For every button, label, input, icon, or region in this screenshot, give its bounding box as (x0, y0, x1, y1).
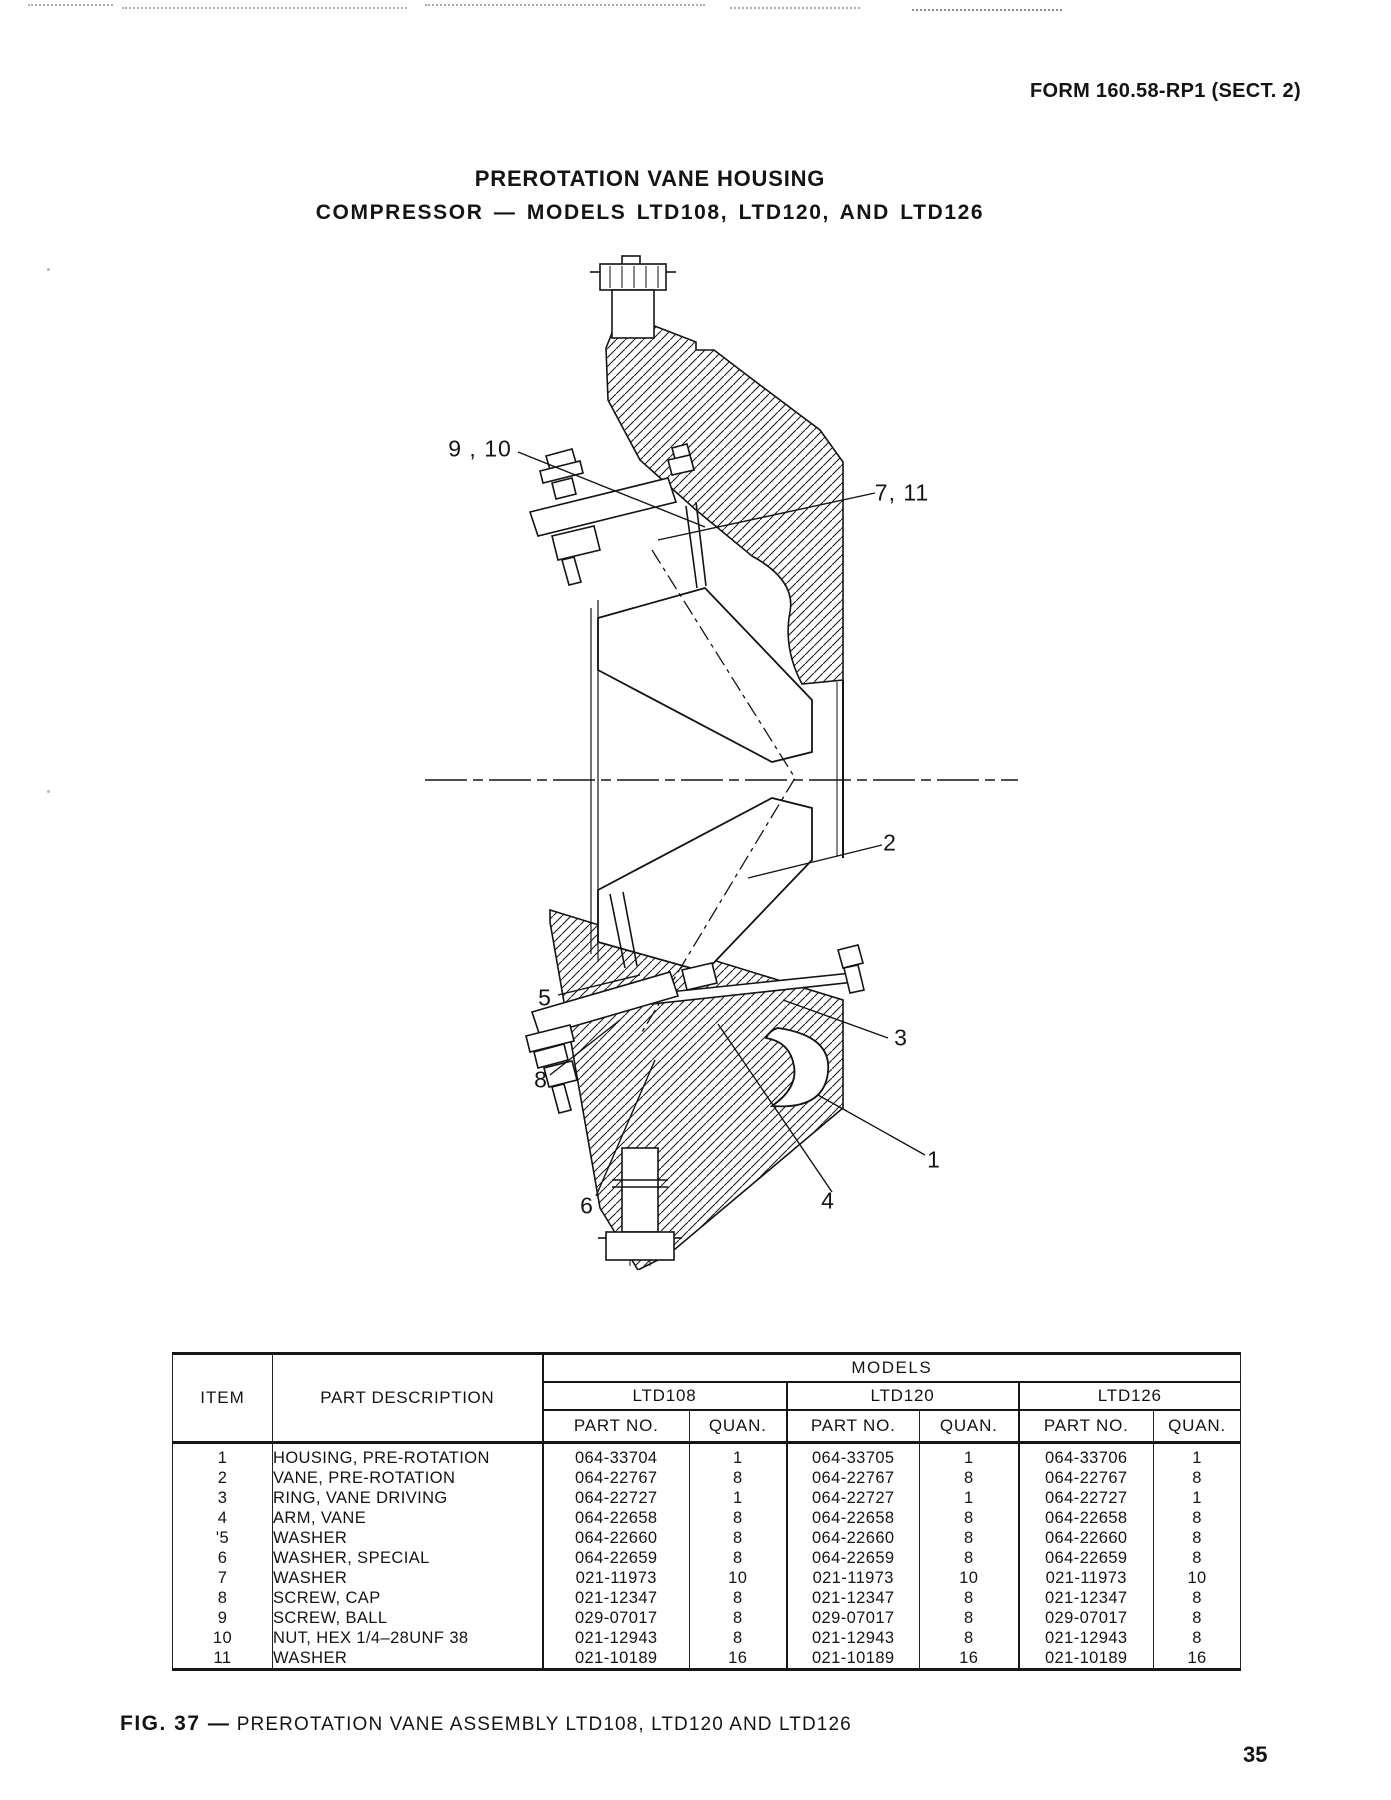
cell-part-no: 021-11973 (1019, 1568, 1154, 1588)
cell-part-no: 021-11973 (543, 1568, 690, 1588)
cell-description: WASHER (273, 1528, 543, 1548)
cell-part-no: 064-22658 (1019, 1508, 1154, 1528)
cell-description: HOUSING, PRE-ROTATION (273, 1448, 543, 1468)
housing-wall-lines (837, 680, 843, 858)
cell-quan: 8 (1154, 1628, 1241, 1648)
cell-description: WASHER, SPECIAL (273, 1548, 543, 1568)
cell-quan: 1 (690, 1488, 787, 1508)
cell-quan: 8 (690, 1548, 787, 1568)
cell-part-no: 029-07017 (787, 1608, 920, 1628)
parts-table-section (172, 1352, 1241, 1671)
cell-part-no: 021-10189 (1019, 1648, 1154, 1670)
cell-quan: 8 (690, 1608, 787, 1628)
cell-description: WASHER (273, 1648, 543, 1670)
cell-part-no: 064-22767 (787, 1468, 920, 1488)
cell-part-no: 064-22659 (787, 1548, 920, 1568)
cell-quan: 8 (920, 1468, 1019, 1488)
table-row (173, 1488, 1241, 1508)
cell-quan: 8 (1154, 1528, 1241, 1548)
top-flange (590, 256, 676, 338)
column-header-quan: QUAN. (690, 1410, 787, 1443)
scan-noise (912, 9, 1062, 11)
column-header-part-no: PART NO. (1019, 1410, 1154, 1443)
callout-label-5: 5 (538, 984, 552, 1011)
cell-item: 3 (173, 1488, 273, 1508)
callout-label-7-11: 7, 11 (874, 479, 930, 506)
scan-noise (28, 4, 113, 6)
cell-part-no: 064-22660 (543, 1528, 690, 1548)
cell-part-no: 029-07017 (1019, 1608, 1154, 1628)
table-row (173, 1608, 1241, 1628)
scan-noise (122, 7, 407, 9)
cell-part-no: 064-22658 (543, 1508, 690, 1528)
cell-item: 7 (173, 1568, 273, 1588)
cell-part-no: 064-22727 (787, 1488, 920, 1508)
cell-quan: 1 (920, 1448, 1019, 1468)
cell-part-no: 064-33704 (543, 1448, 690, 1468)
callout-label-1: 1 (927, 1146, 941, 1173)
form-reference: FORM 160.58-RP1 (SECT. 2) (1030, 80, 1301, 102)
cell-quan: 8 (920, 1548, 1019, 1568)
cell-part-no: 064-33706 (1019, 1448, 1154, 1468)
cell-item: 1 (173, 1448, 273, 1468)
cell-description: WASHER (273, 1568, 543, 1588)
table-row (173, 1508, 1241, 1528)
cell-quan: 10 (690, 1568, 787, 1588)
cell-quan: 8 (920, 1508, 1019, 1528)
cell-quan: 10 (1154, 1568, 1241, 1588)
scan-speck (47, 790, 50, 793)
cell-item: 10 (173, 1628, 273, 1648)
cell-quan: 8 (920, 1628, 1019, 1648)
cell-quan: 1 (1154, 1488, 1241, 1508)
cell-item: '5 (173, 1528, 273, 1548)
cell-description: SCREW, BALL (273, 1608, 543, 1628)
figure-caption (120, 1712, 852, 1736)
cell-quan: 8 (1154, 1548, 1241, 1568)
cell-part-no: 029-07017 (543, 1608, 690, 1628)
cell-quan: 8 (690, 1588, 787, 1608)
cell-part-no: 021-12347 (1019, 1588, 1154, 1608)
model-header-ltd108: LTD108 (543, 1382, 787, 1410)
cell-quan: 16 (690, 1648, 787, 1670)
callout-label-8: 8 (534, 1066, 548, 1093)
cell-part-no: 021-11973 (787, 1568, 920, 1588)
cell-part-no: 021-12943 (787, 1628, 920, 1648)
cell-quan: 8 (920, 1608, 1019, 1628)
model-header-ltd126: LTD126 (1019, 1382, 1241, 1410)
column-header-quan: QUAN. (920, 1410, 1019, 1443)
table-row (173, 1448, 1241, 1468)
column-header-description: PART DESCRIPTION (273, 1354, 543, 1443)
cell-quan: 1 (920, 1488, 1019, 1508)
callout-label-6: 6 (580, 1192, 594, 1219)
cell-item: 11 (173, 1648, 273, 1670)
cell-quan: 8 (920, 1528, 1019, 1548)
column-header-quan: QUAN. (1154, 1410, 1241, 1443)
table-row (173, 1588, 1241, 1608)
cell-item: 4 (173, 1508, 273, 1528)
table-row (173, 1548, 1241, 1568)
cell-item: 6 (173, 1548, 273, 1568)
cell-part-no: 021-12347 (543, 1588, 690, 1608)
cell-description: ARM, VANE (273, 1508, 543, 1528)
figure-label: FIG. 37 — (120, 1712, 231, 1735)
callout-label-2: 2 (883, 829, 897, 856)
cell-item: 9 (173, 1608, 273, 1628)
cell-quan: 8 (1154, 1588, 1241, 1608)
cell-part-no: 021-12347 (787, 1588, 920, 1608)
figure-caption-text: PREROTATION VANE ASSEMBLY LTD108, LTD120 AND LTD126 (236, 1714, 852, 1735)
cell-part-no: 064-22767 (543, 1468, 690, 1488)
cell-description: NUT, HEX 1/4–28UNF 38 (273, 1628, 543, 1648)
column-header-item: ITEM (173, 1354, 273, 1443)
cell-description: SCREW, CAP (273, 1588, 543, 1608)
cell-quan: 8 (690, 1468, 787, 1488)
cell-part-no: 064-22658 (787, 1508, 920, 1528)
cell-part-no: 021-12943 (1019, 1628, 1154, 1648)
column-header-part-no: PART NO. (787, 1410, 920, 1443)
cell-quan: 1 (690, 1448, 787, 1468)
scan-noise (730, 7, 860, 9)
table-row (173, 1648, 1241, 1670)
model-header-ltd120: LTD120 (787, 1382, 1019, 1410)
parts-table (172, 1352, 1241, 1671)
prerotation-vane-diagram (400, 250, 1040, 1270)
cell-quan: 1 (1154, 1448, 1241, 1468)
cell-quan: 16 (920, 1648, 1019, 1670)
cell-description: RING, VANE DRIVING (273, 1488, 543, 1508)
cell-part-no: 021-10189 (787, 1648, 920, 1670)
cell-part-no: 064-22727 (1019, 1488, 1154, 1508)
page-title: PREROTATION VANE HOUSING (474, 166, 826, 191)
cell-quan: 8 (690, 1528, 787, 1548)
cell-quan: 8 (1154, 1508, 1241, 1528)
page-subtitle: COMPRESSOR — MODELS LTD108, LTD120, AND LTD126 (315, 201, 985, 224)
cell-part-no: 021-10189 (543, 1648, 690, 1670)
cell-quan: 8 (1154, 1608, 1241, 1628)
cell-quan: 8 (690, 1628, 787, 1648)
callout-label-9-10: 9 , 10 (448, 435, 512, 462)
callout-label-3: 3 (894, 1024, 908, 1051)
scan-speck (47, 268, 50, 271)
cell-item: 2 (173, 1468, 273, 1488)
cell-quan: 8 (1154, 1468, 1241, 1488)
cell-part-no: 064-22727 (543, 1488, 690, 1508)
upper-vane-assembly (530, 444, 706, 588)
table-row (173, 1568, 1241, 1588)
table-row (173, 1468, 1241, 1488)
column-header-models: MODELS (543, 1354, 1241, 1383)
cell-quan: 10 (920, 1568, 1019, 1588)
cell-quan: 8 (690, 1508, 787, 1528)
cell-item: 8 (173, 1588, 273, 1608)
table-row (173, 1628, 1241, 1648)
cell-quan: 8 (920, 1588, 1019, 1608)
cell-part-no: 064-33705 (787, 1448, 920, 1468)
column-header-part-no: PART NO. (543, 1410, 690, 1443)
cell-part-no: 064-22659 (543, 1548, 690, 1568)
cell-description: VANE, PRE-ROTATION (273, 1468, 543, 1488)
page-number: 35 (1243, 1742, 1268, 1767)
cell-part-no: 064-22660 (787, 1528, 920, 1548)
cell-part-no: 021-12943 (543, 1628, 690, 1648)
scan-noise (425, 4, 705, 6)
cell-part-no: 064-22767 (1019, 1468, 1154, 1488)
cell-part-no: 064-22660 (1019, 1528, 1154, 1548)
callout-label-4: 4 (821, 1187, 835, 1214)
cell-part-no: 064-22659 (1019, 1548, 1154, 1568)
cell-quan: 16 (1154, 1648, 1241, 1670)
table-row (173, 1528, 1241, 1548)
